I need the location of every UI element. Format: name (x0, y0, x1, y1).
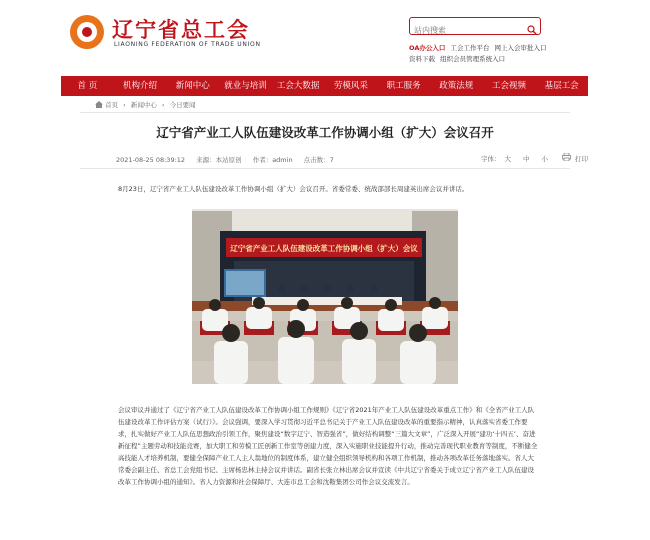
downloads-link[interactable]: 资料下载 (409, 55, 435, 63)
breadcrumb-home[interactable]: 首页 (105, 101, 119, 109)
article-body: 会议审议并通过了《辽宁省产业工人队伍建设改革工作协调小组工作规则》《辽宁省2021年产业工人队伍建设改革重点工作》和《全省产业工人队伍建设改革工作评估方案（试行）》。会议强调，要深入学习贯彻习近平总书记关于产业工人队伍建设改革的重要指示精神，认真落实省委工作要求，扎实做好产业工人队伍思想政治引领工作，聚焦建设“数字辽宁、智造强省”，做好结构调整“三篇大文章”，广泛深入开展“建功‘十四五’、奋进新征程”主题劳动和技能竞赛，加大职工和劳模工匠创新工作室等创建力度，深入实施职业技能提升行动，推动完善现代职业教育等制度，不断健全高技能人才培养机制，要健全保障产业工人主人翁地位的制度体系，建立健全组织领导机构和各项工作机制，推动各项改革任务落地落实。省人大常委会副主任、省总工会党组书记、主席杨忠林主持会议并讲话。副省长张立林出席会议并宣读《中共辽宁省委关于成立辽宁省产业工人队伍建设改革工作协调小组的通知》。省人力资源和社会保障厅、大连市总工会和沈鞍集团公司作会议交流发言。 (118, 406, 538, 486)
nav-bigdata[interactable]: 工会大数据 (276, 81, 320, 91)
nav-about[interactable]: 机构介绍 (123, 81, 158, 91)
nav-news[interactable]: 新闻中心 (175, 81, 210, 91)
home-icon (95, 101, 105, 109)
search-input[interactable] (410, 24, 522, 38)
nav-home[interactable]: 首 页 (77, 81, 98, 91)
online-join-link[interactable]: 网上入会审批入口 (494, 44, 547, 52)
nav-video[interactable]: 工会视频 (491, 81, 526, 91)
breadcrumb-divider (80, 112, 570, 113)
article-source: 来源：本站原创 (196, 156, 242, 164)
quick-links (409, 43, 550, 65)
font-size-large[interactable]: 大 (504, 154, 511, 163)
font-size-medium[interactable]: 中 (523, 154, 530, 163)
nav-model-workers[interactable]: 劳模风采 (333, 81, 368, 91)
trade-union-emblem-icon[interactable] (70, 15, 104, 49)
article-title: 辽宁省产业工人队伍建设改革工作协调小组（扩大）会议召开 (156, 125, 494, 140)
article-tools (481, 153, 588, 163)
member-system-link[interactable]: 组织会员管理系统入口 (440, 55, 506, 63)
site-name[interactable]: 辽宁省总工会 (112, 17, 250, 42)
article-author: 作者：admin (252, 156, 293, 164)
article-meta (116, 155, 343, 164)
site-name-en: LIAONING FEDERATION OF TRADE UNION (114, 41, 261, 48)
article-clicks: 点击数：7 (303, 156, 334, 164)
print-link[interactable]: 打印 (575, 154, 588, 163)
font-size-label: 字体： (481, 154, 501, 163)
oa-portal-link[interactable]: OA办公入口 (409, 44, 446, 52)
search-box[interactable] (409, 17, 541, 35)
search-icon[interactable] (527, 20, 537, 39)
font-size-small[interactable]: 小 (541, 154, 548, 163)
nav-employment[interactable]: 就业与培训 (224, 81, 267, 91)
nav-grassroots[interactable]: 基层工会 (544, 81, 579, 91)
nav-services[interactable]: 职工服务 (386, 81, 421, 91)
meta-divider (80, 168, 570, 169)
meeting-photo (192, 209, 458, 384)
photo-banner-text: 辽宁省产业工人队伍建设改革工作协调小组（扩大）会议 (230, 244, 418, 253)
main-nav (61, 76, 588, 96)
breadcrumb-separator: › (123, 101, 126, 109)
breadcrumb-separator: › (161, 101, 165, 109)
union-platform-link[interactable]: 工会工作平台 (450, 44, 490, 52)
article-lead: 8月23日，辽宁省产业工人队伍建设改革工作协调小组（扩大）会议召开。省委常委、统战部部长周建英出席会议并讲话。 (118, 185, 469, 193)
site-header (0, 0, 650, 68)
breadcrumb-news[interactable]: 新闻中心 (130, 101, 157, 109)
breadcrumb (95, 100, 196, 109)
article-date: 2021-08-25 08:39:12 (116, 156, 186, 164)
nav-policy[interactable]: 政策法规 (439, 81, 474, 91)
breadcrumb-today[interactable]: 今日要闻 (169, 101, 196, 109)
print-icon[interactable] (562, 153, 571, 163)
